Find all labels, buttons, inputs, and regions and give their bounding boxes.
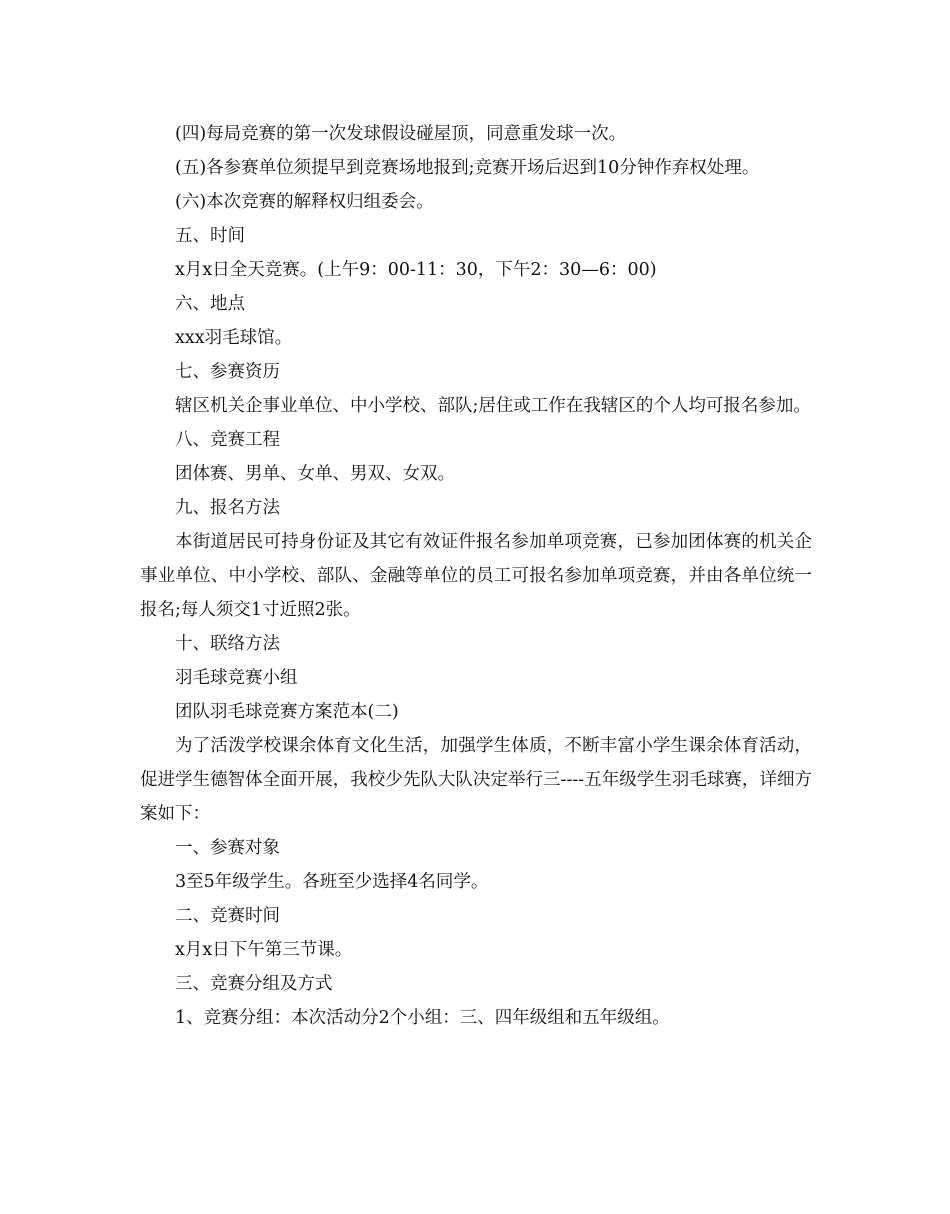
- heading-location: 六、地点: [175, 294, 245, 314]
- heading-participants: 一、参赛对象: [175, 838, 280, 858]
- document-body: [140, 117, 812, 1035]
- paragraph-rule-6: (六)本次竞赛的解释权归组委会。: [175, 192, 434, 212]
- heading-eligibility: 七、参赛资历: [175, 362, 280, 382]
- heading-contact: 十、联络方法: [175, 634, 280, 654]
- heading-competition-time: 二、竞赛时间: [175, 906, 280, 926]
- section-title-plan-two: 团队羽毛球竞赛方案范本(二): [175, 702, 399, 722]
- paragraph-rule-5: (五)各参赛单位须提早到竞赛场地报到;竞赛开场后迟到10分钟作弃权处理。: [175, 158, 760, 178]
- paragraph-location: xxx羽毛球馆。: [175, 328, 293, 348]
- paragraph-time: x月x日全天竞赛。(上午9：00-11：30，下午2：30—6：00): [175, 260, 657, 280]
- paragraph-participants: 3至5年级学生。各班至少选择4名同学。: [175, 872, 489, 892]
- paragraph-grouping: 1、竞赛分组：本次活动分2个小组：三、四年级组和五年级组。: [175, 1008, 670, 1028]
- paragraph-competition-time: x月x日下午第三节课。: [175, 940, 353, 960]
- paragraph-contact: 羽毛球竞赛小组: [175, 668, 298, 688]
- paragraph-rule-4: (四)每局竞赛的第一次发球假设碰屋顶，同意重发球一次。: [175, 124, 627, 144]
- paragraph-events: 团体赛、男单、女单、男双、女双。: [175, 464, 455, 484]
- heading-time: 五、时间: [175, 226, 245, 246]
- heading-registration: 九、报名方法: [175, 498, 280, 518]
- paragraph-registration: 本街道居民可持身份证及其它有效证件报名参加单项竞赛，已参加团体赛的机关企事业单位、中小学校、部队、金融等单位的员工可报名参加单项竞赛，并由各单位统一报名;每人须交1寸近照2张。: [140, 532, 812, 620]
- heading-events: 八、竞赛工程: [175, 430, 280, 450]
- heading-grouping: 三、竞赛分组及方式: [175, 974, 333, 994]
- paragraph-plan-intro: 为了活泼学校课余体育文化生活，加强学生体质，不断丰富小学生课余体育活动，促进学生德智体全面开展，我校少先队大队决定举行三----五年级学生羽毛球赛，详细方案如下：: [140, 736, 812, 824]
- paragraph-eligibility: 辖区机关企事业单位、中小学校、部队;居住或工作在我辖区的个人均可报名参加。: [175, 396, 811, 416]
